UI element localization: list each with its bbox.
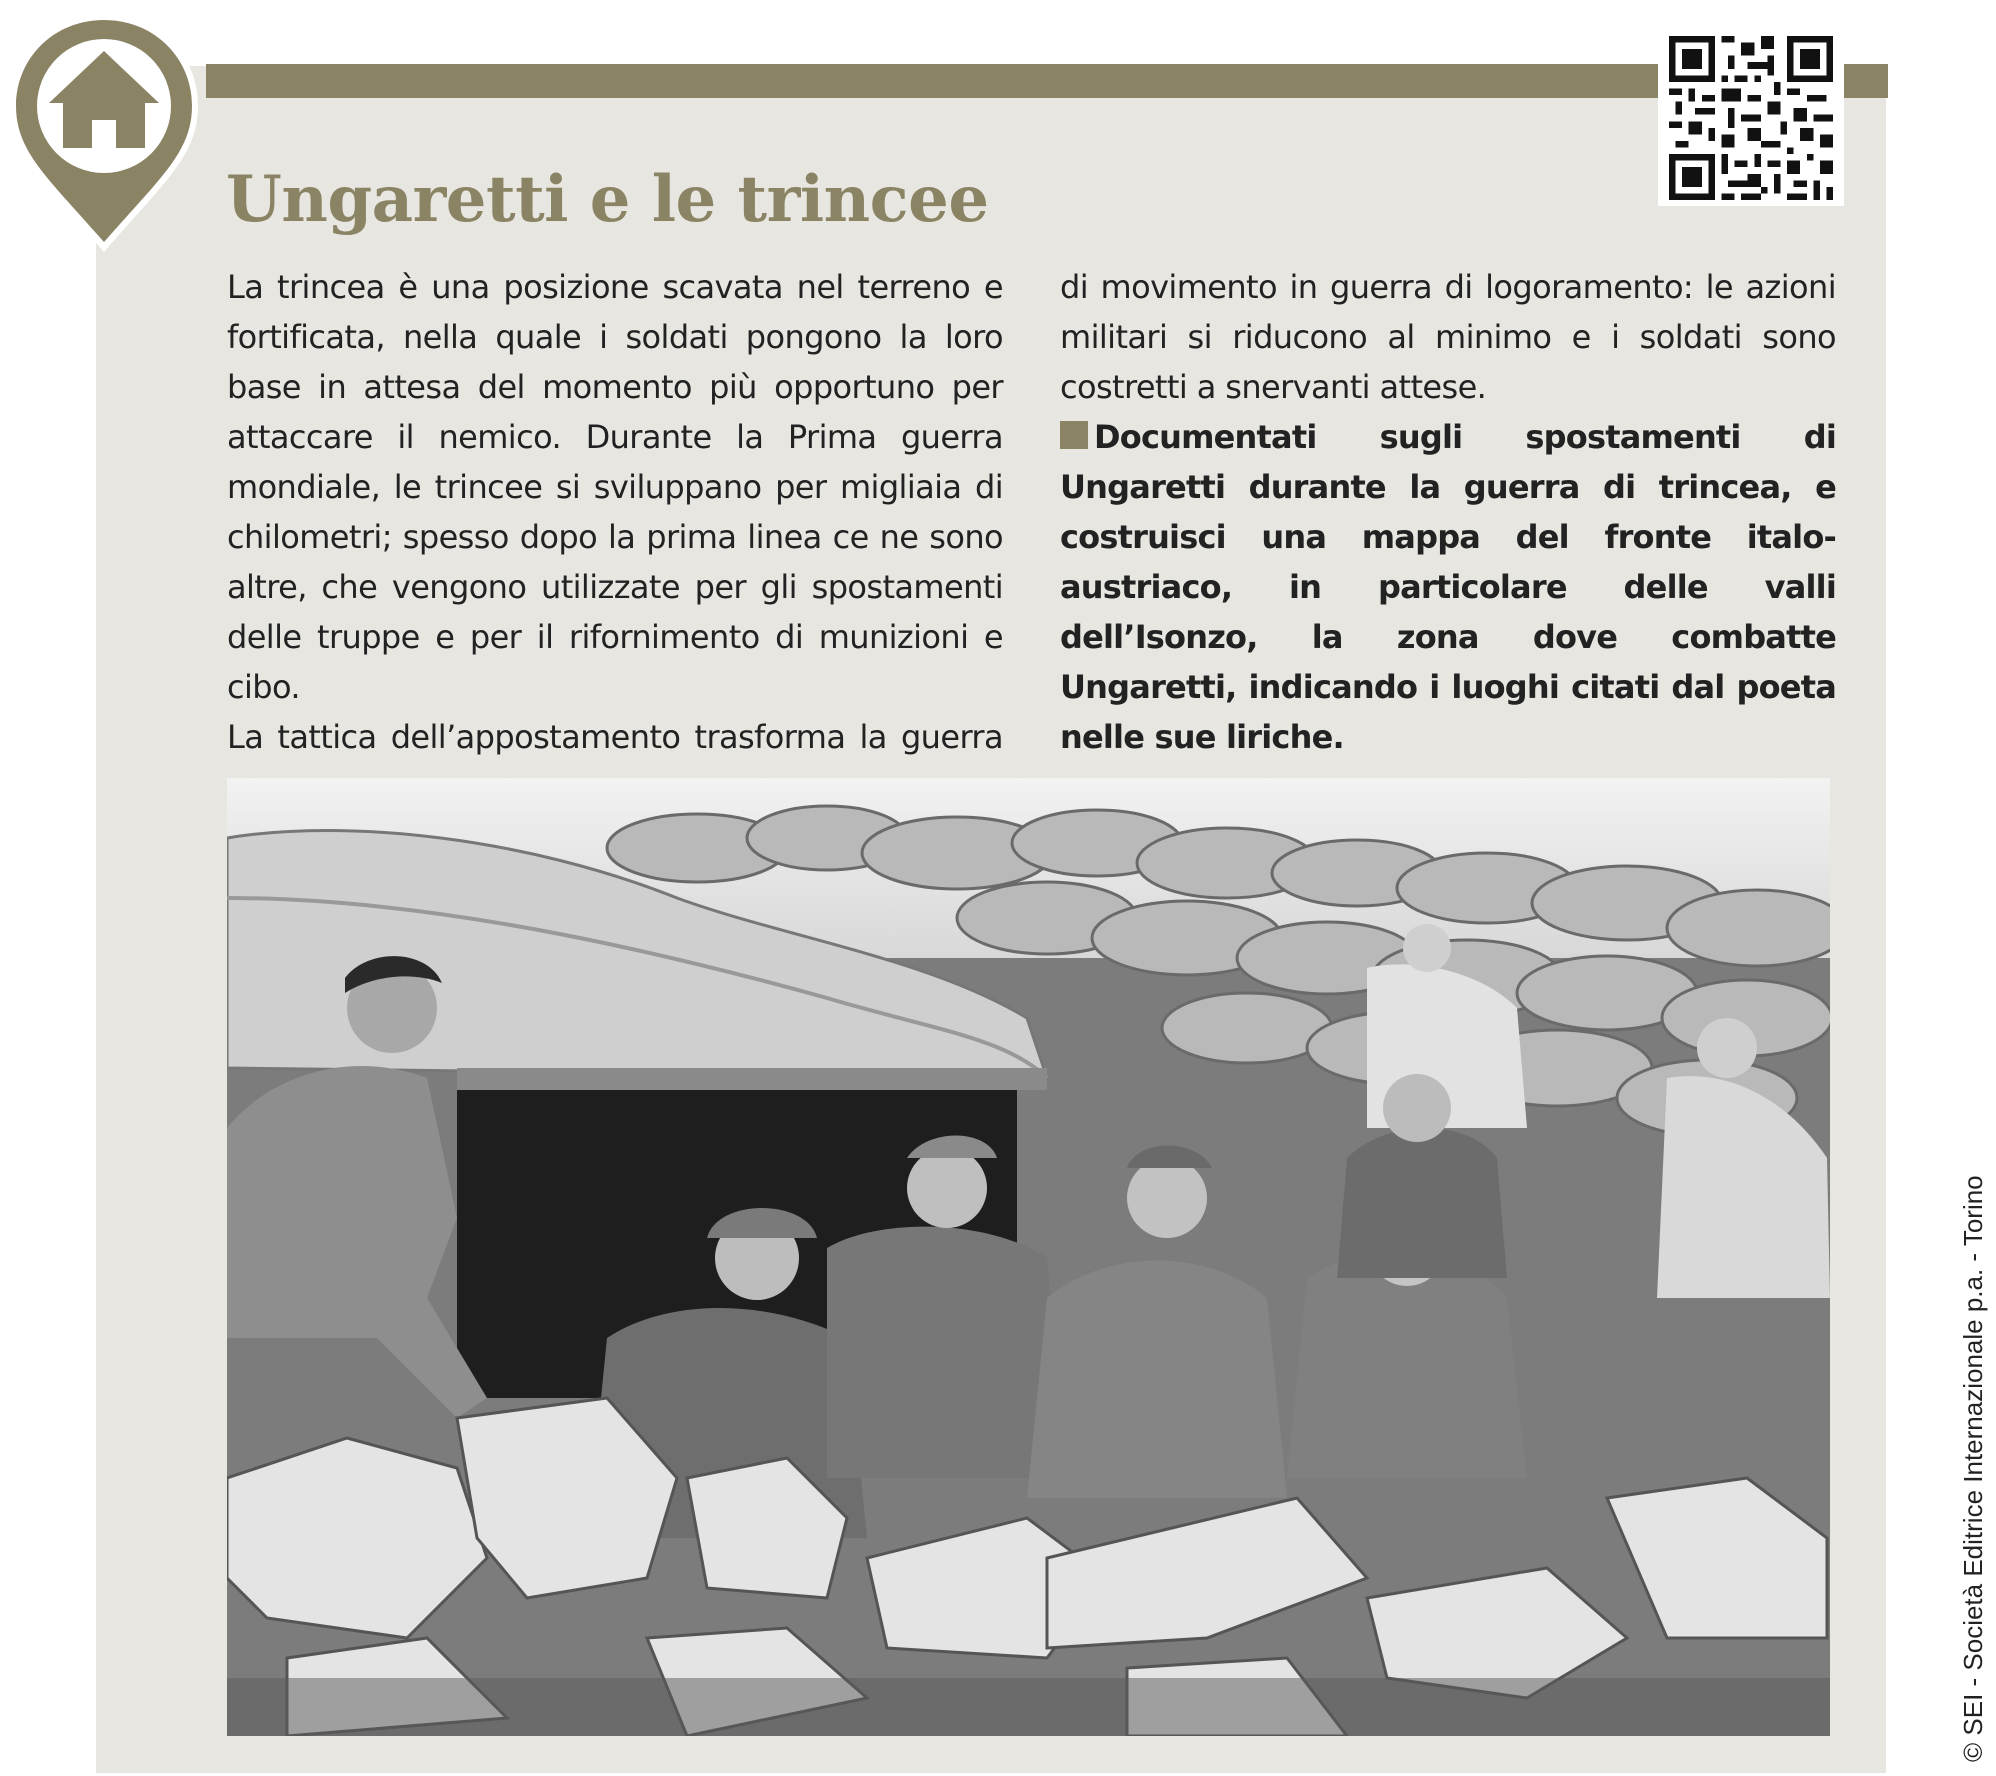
text-column-left (227, 262, 1003, 762)
qr-code[interactable] (1658, 30, 1844, 206)
paragraph-trincea: La trincea è una posizione scavata nel terreno e fortificata, nella quale i soldati pongono la loro base in attesa del momento più opportuno per attaccare il nemico. Durante la Prima guerra mondiale, le trincee si sviluppano per migliaia di chilometri; spesso dopo la prima linea ce ne sono altre, che vengono utilizzate per gli spostamenti delle truppe e per il rifornimento di munizioni e cibo. (227, 268, 1003, 706)
activity-box (1060, 412, 1836, 762)
header-bar (206, 64, 1888, 98)
activity-square-icon (1060, 421, 1088, 449)
trench-photo (227, 778, 1830, 1736)
page-title: Ungaretti e le trincee (226, 162, 989, 237)
home-icon[interactable] (4, 6, 204, 260)
qr-code-icon (1666, 36, 1836, 200)
paragraph-tattica-end: di movimento in guerra di logoramento: le azioni militari si riducono al minimo e i soldati sono costretti a snervanti attese. (1060, 268, 1836, 406)
trench-photo-image (227, 778, 1830, 1736)
paragraph-tattica-start: La tattica dell’appostamento trasforma la guerra (227, 718, 1003, 756)
text-column-right (1060, 262, 1836, 762)
copyright-note: © SEI - Società Editrice Internazionale p.a. - Torino (1958, 1175, 1988, 1762)
activity-text: Documentati sugli spostamenti di Ungaretti durante la guerra di trincea, e costruisci una mappa del fronte italo-austriaco, in particolare delle valli dell’Isonzo, la zona dove combatte Ungaretti, indicando i luoghi citati dal poeta nelle sue liriche. (1060, 418, 1836, 756)
